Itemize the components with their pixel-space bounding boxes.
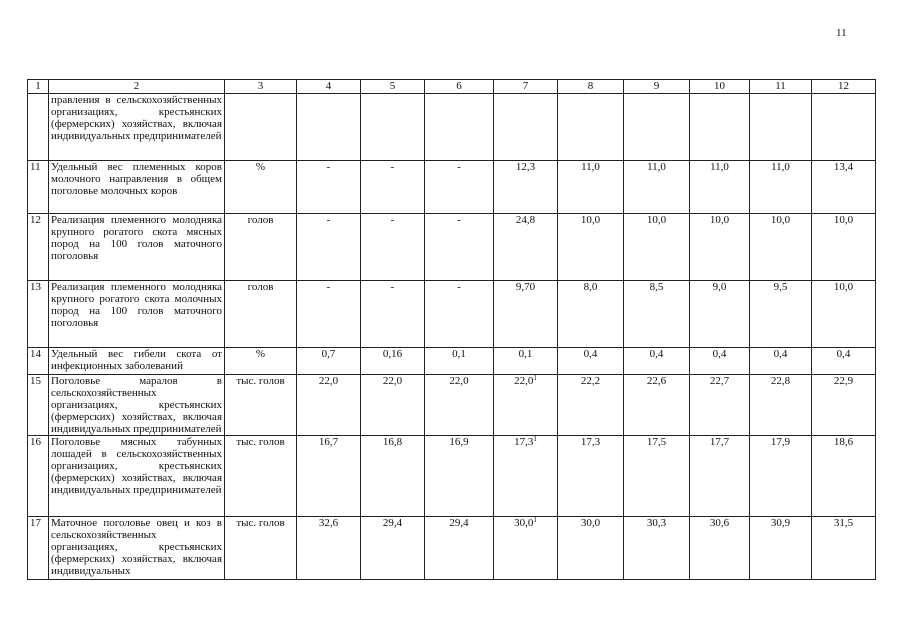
value-cell: 12,3	[494, 161, 558, 214]
indicators-table	[27, 79, 876, 580]
value-cell	[361, 94, 425, 161]
header-cell: 7	[494, 80, 558, 94]
header-cell: 3	[225, 80, 297, 94]
header-cell: 9	[624, 80, 690, 94]
value-cell	[624, 94, 690, 161]
value-cell: 9,70	[494, 281, 558, 348]
table-row	[28, 161, 876, 214]
value-cell: 0,4	[812, 348, 876, 375]
row-number: 17	[28, 517, 49, 580]
value-cell: 32,6	[297, 517, 361, 580]
value-cell: 11,0	[690, 161, 750, 214]
value-cell: 0,1	[494, 348, 558, 375]
unit-cell: тыс. голов	[225, 436, 297, 517]
value-cell	[425, 94, 494, 161]
value-cell: -	[361, 214, 425, 281]
value-cell	[812, 94, 876, 161]
value-cell: 11,0	[558, 161, 624, 214]
unit-cell: тыс. голов	[225, 517, 297, 580]
indicator-name: Реализация племенного молодняка крупного рогатого скота мясных пород на 100 голов маточного поголовья	[49, 214, 225, 281]
value-cell: -	[297, 281, 361, 348]
value-cell: 0,4	[690, 348, 750, 375]
header-cell: 8	[558, 80, 624, 94]
unit-cell	[225, 94, 297, 161]
value-text: 22,0	[514, 375, 534, 387]
table-row	[28, 281, 876, 348]
value-cell: 0,16	[361, 348, 425, 375]
table-row	[28, 214, 876, 281]
value-cell	[494, 94, 558, 161]
indicator-name: Поголовье мясных табунных лошадей в сельскохозяйственных организациях, крестьянских (фермерских) хозяйствах, включая индивидуальных предпринимателей	[49, 436, 225, 517]
value-cell: 22,0	[425, 375, 494, 436]
value-cell: 11,0	[750, 161, 812, 214]
value-text: 17,3	[514, 436, 534, 448]
unit-cell: %	[225, 161, 297, 214]
footnote-mark: 1	[533, 435, 537, 443]
indicator-name: Маточное поголовье овец и коз в сельскохозяйственных организациях, крестьянских (фермерских) хозяйствах, включая индивидуальных	[49, 517, 225, 580]
value-cell: 0,1	[425, 348, 494, 375]
value-cell: 18,6	[812, 436, 876, 517]
value-cell: 0,4	[624, 348, 690, 375]
row-number: 11	[28, 161, 49, 214]
value-cell: 0,4	[558, 348, 624, 375]
value-cell: 30,3	[624, 517, 690, 580]
value-cell	[494, 436, 558, 517]
value-cell: 29,4	[361, 517, 425, 580]
header-cell: 1	[28, 80, 49, 94]
value-cell: 17,5	[624, 436, 690, 517]
value-cell	[750, 94, 812, 161]
value-cell: 10,0	[750, 214, 812, 281]
value-cell: 17,9	[750, 436, 812, 517]
value-cell	[558, 94, 624, 161]
value-cell: 16,9	[425, 436, 494, 517]
header-cell: 12	[812, 80, 876, 94]
value-cell	[494, 517, 558, 580]
indicator-name: Реализация племенного молодняка крупного рогатого скота молочных пород на 100 голов маточного поголовья	[49, 281, 225, 348]
row-number: 12	[28, 214, 49, 281]
page-number: 11	[836, 27, 847, 39]
value-cell: 13,4	[812, 161, 876, 214]
header-row	[28, 80, 876, 94]
header-cell: 6	[425, 80, 494, 94]
table-row	[28, 436, 876, 517]
value-cell: 10,0	[812, 214, 876, 281]
value-cell: 31,5	[812, 517, 876, 580]
value-cell: 17,7	[690, 436, 750, 517]
value-cell: 10,0	[624, 214, 690, 281]
value-cell: -	[361, 281, 425, 348]
value-cell: 10,0	[690, 214, 750, 281]
value-cell: 22,8	[750, 375, 812, 436]
value-cell: 0,4	[750, 348, 812, 375]
value-cell: 9,5	[750, 281, 812, 348]
value-cell: 8,5	[624, 281, 690, 348]
table-row	[28, 517, 876, 580]
header-cell: 4	[297, 80, 361, 94]
value-cell: -	[425, 281, 494, 348]
row-number: 14	[28, 348, 49, 375]
value-cell: 30,9	[750, 517, 812, 580]
table-row	[28, 94, 876, 161]
value-cell: 22,9	[812, 375, 876, 436]
value-cell: -	[425, 214, 494, 281]
value-cell: 16,7	[297, 436, 361, 517]
indicator-name: Удельный вес гибели скота от инфекционных заболеваний	[49, 348, 225, 375]
value-cell: 0,7	[297, 348, 361, 375]
row-number: 13	[28, 281, 49, 348]
unit-cell: тыс. голов	[225, 375, 297, 436]
value-cell: -	[297, 161, 361, 214]
value-cell: 29,4	[425, 517, 494, 580]
header-cell: 10	[690, 80, 750, 94]
value-cell: 17,3	[558, 436, 624, 517]
value-cell: 22,7	[690, 375, 750, 436]
unit-cell: голов	[225, 281, 297, 348]
value-cell: 9,0	[690, 281, 750, 348]
indicator-name: Поголовье маралов в сельскохозяйственных организациях, крестьянских (фермерских) хозяйствах, включая индивидуальных предпринимателей	[49, 375, 225, 436]
row-number: 16	[28, 436, 49, 517]
value-cell: 22,0	[297, 375, 361, 436]
value-cell: 22,2	[558, 375, 624, 436]
indicator-name: правления в сельскохозяйственных организациях, крестьянских (фермерских) хозяйствах, включая индивидуальных предпринимателей	[49, 94, 225, 161]
value-cell: 30,6	[690, 517, 750, 580]
unit-cell: голов	[225, 214, 297, 281]
value-cell: 22,6	[624, 375, 690, 436]
value-cell: -	[361, 161, 425, 214]
value-cell: -	[425, 161, 494, 214]
row-number: 15	[28, 375, 49, 436]
table-row	[28, 375, 876, 436]
value-cell	[494, 375, 558, 436]
value-cell: 10,0	[558, 214, 624, 281]
value-text: 30,0	[514, 517, 534, 529]
value-cell: 8,0	[558, 281, 624, 348]
value-cell	[297, 94, 361, 161]
header-cell: 11	[750, 80, 812, 94]
value-cell: 22,0	[361, 375, 425, 436]
unit-cell: %	[225, 348, 297, 375]
footnote-mark: 1	[533, 516, 537, 524]
value-cell: -	[297, 214, 361, 281]
value-cell: 30,0	[558, 517, 624, 580]
value-cell: 10,0	[812, 281, 876, 348]
indicator-name: Удельный вес племенных коров молочного направления в общем поголовье молочных коров	[49, 161, 225, 214]
value-cell: 11,0	[624, 161, 690, 214]
value-cell: 24,8	[494, 214, 558, 281]
value-cell: 16,8	[361, 436, 425, 517]
footnote-mark: 1	[533, 374, 537, 382]
table-row	[28, 348, 876, 375]
header-cell: 2	[49, 80, 225, 94]
value-cell	[690, 94, 750, 161]
header-cell: 5	[361, 80, 425, 94]
row-number	[28, 94, 49, 161]
